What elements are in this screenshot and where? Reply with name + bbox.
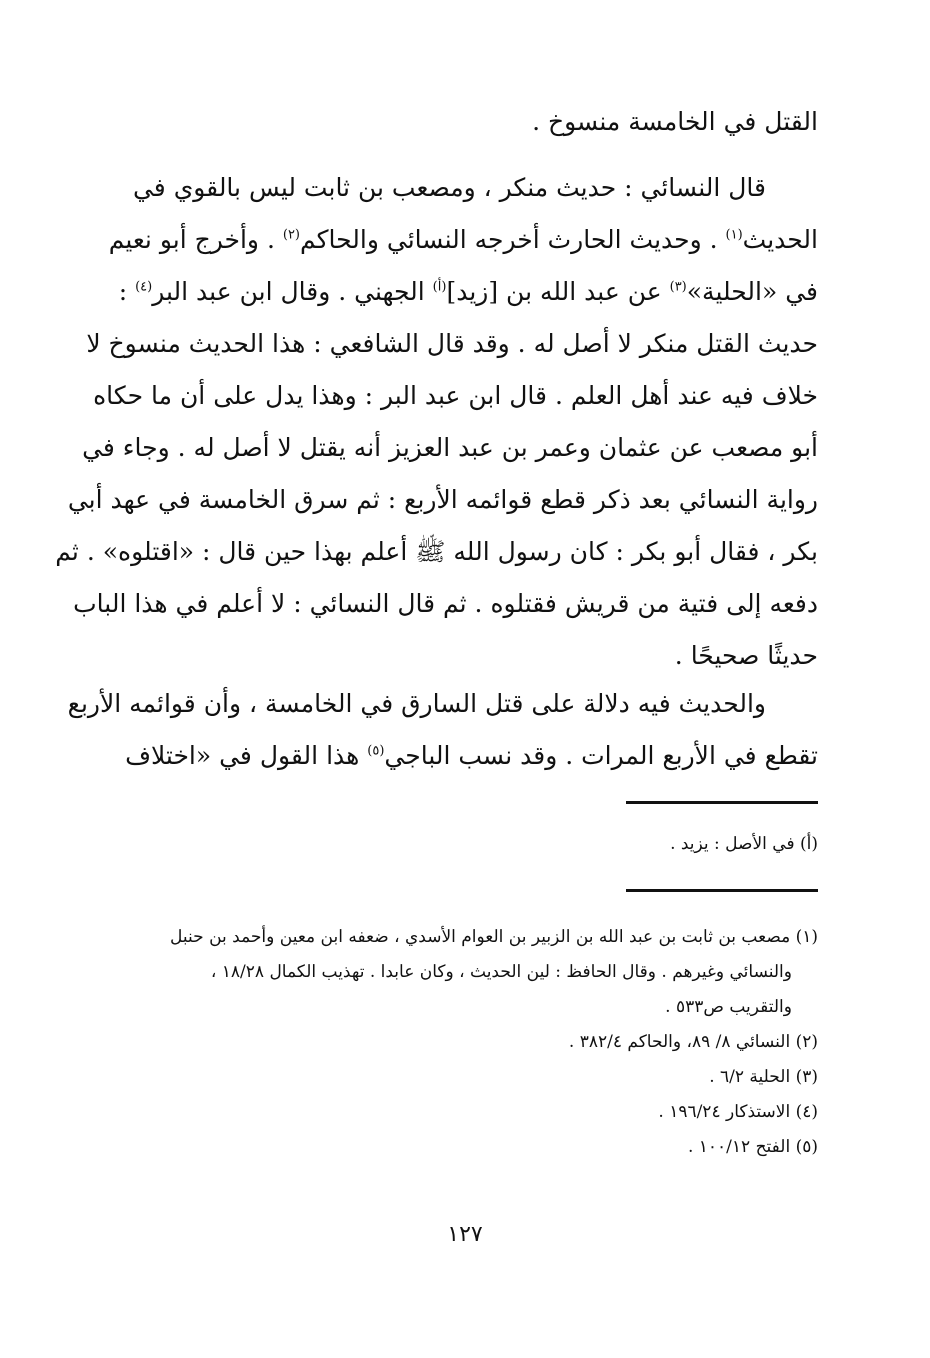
text-line: رواية النسائي بعد ذكر قطع قوائمه الأربع : ثم سرق الخامسة في عهد أبي bbox=[67, 485, 818, 514]
text-line: الحديث$^{(١)}$ . وحديث الحارث أخرجه النسائي والحاكم$^{(٢)}$ . وأخرج أبو نعيم bbox=[108, 225, 818, 254]
footnote-ref-5[interactable]: (٥) bbox=[367, 743, 385, 759]
footnote-1: (١) مصعب بن ثابت بن عبد الله بن الزبير بن العوام الأسدي ، ضعفه ابن معين وأحمد بن حنبل bbox=[170, 927, 818, 947]
paragraph-2 bbox=[67, 678, 818, 782]
footnote-5: (٥) الفتح ١٠٠/١٢ . bbox=[687, 1137, 818, 1157]
footnote-3: (٣) الحلية ٦/٢ . bbox=[709, 1067, 818, 1087]
footnote-4: (٤) الاستذكار ١٩٦/٢٤ . bbox=[658, 1102, 818, 1122]
page-number: ١٢٧ bbox=[447, 1222, 483, 1247]
text-line: والحديث فيه دلالة على قتل السارق في الخامسة ، وأن قوائمه الأربع bbox=[67, 689, 766, 718]
text-line: في «الحلية»$^{(٣)}$ عن عبد الله بن [زيد]$^{(أ)}$ الجهني . وقال ابن عبد البر$^{(٤)}$ : bbox=[118, 277, 818, 306]
footnote-1-continued: والنسائي وغيرهم . وقال الحافظ : لين الحديث ، وكان عابدا . تهذيب الكمال ١٨/٢٨ ، bbox=[210, 962, 792, 982]
footnote-ref-1[interactable]: (١) bbox=[725, 227, 743, 243]
text-line: خلاف فيه عند أهل العلم . قال ابن عبد البر : وهذا يدل على أن ما حكاه bbox=[93, 381, 818, 410]
paragraph-1 bbox=[55, 162, 818, 682]
footnote-2: (٢) النسائي ٨/ ٨٩، والحاكم ٣٨٢/٤ . bbox=[568, 1032, 818, 1052]
footnote-divider bbox=[626, 889, 818, 892]
editor-note-a: (أ) في الأصل : يزيد . bbox=[670, 834, 818, 854]
editor-note-ref-a[interactable]: (أ) bbox=[432, 279, 447, 295]
text-line: حديثًا صحيحًا . bbox=[674, 641, 818, 670]
text-line: القتل في الخامسة منسوخ . bbox=[532, 107, 818, 136]
text-line: قال النسائي : حديث منكر ، ومصعب بن ثابت ليس بالقوي في bbox=[132, 173, 766, 202]
footnotes bbox=[158, 920, 818, 1165]
text-line: أبو مصعب عن عثمان وعمر بن عبد العزيز أنه يقتل لا أصل له . وجاء في bbox=[82, 433, 818, 462]
text-line: تقطع في الأربع المرات . وقد نسب الباجي$^{(٥)}$ هذا القول في «اختلاف bbox=[125, 741, 818, 770]
text-line: بكر ، فقال أبو بكر : كان رسول الله ﷺ أعلم بهذا حين قال : «اقتلوه» . ثم bbox=[55, 537, 818, 566]
editor-notes bbox=[158, 827, 818, 862]
footnote-1-continued: والتقريب ص٥٣٣ . bbox=[665, 997, 792, 1017]
footnote-ref-4[interactable]: (٤) bbox=[135, 279, 153, 295]
text-line: دفعه إلى فتية من قريش فقتلوه . ثم قال النسائي : لا أعلم في هذا الباب bbox=[73, 589, 818, 618]
editor-note-divider bbox=[626, 801, 818, 804]
footnote-ref-3[interactable]: (٣) bbox=[669, 279, 687, 295]
text-line: حديث القتل منكر لا أصل له . وقد قال الشافعي : هذا الحديث منسوخ لا bbox=[86, 329, 818, 358]
footnote-ref-2[interactable]: (٢) bbox=[282, 227, 300, 243]
intro-paragraph bbox=[158, 96, 818, 148]
